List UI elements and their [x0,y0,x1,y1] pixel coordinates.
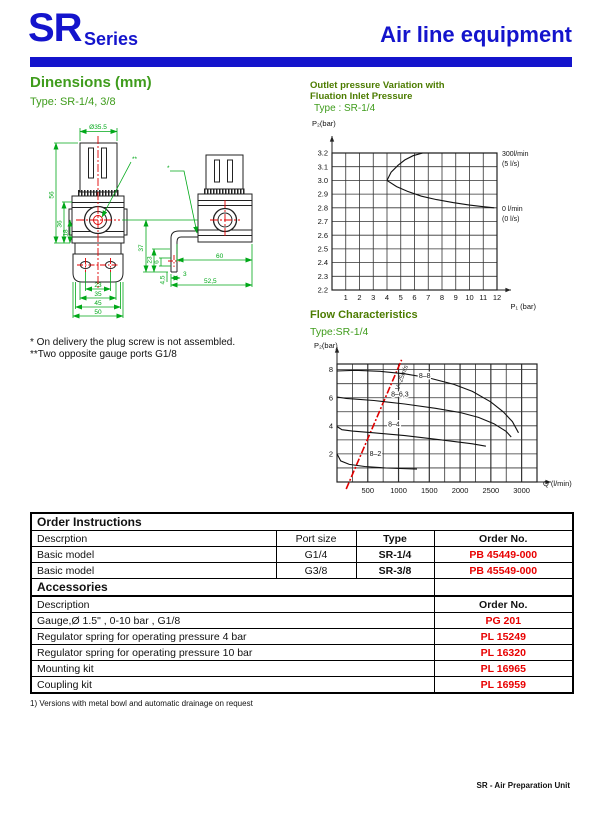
x-axis-label: Q (l/min) [543,479,572,488]
table-row [31,579,573,597]
brand-series-label: Series [84,29,139,49]
side-knob [206,155,243,189]
x-tick-label: 10 [465,293,474,302]
plot-border [337,364,537,482]
x-tick-label: 1500 [420,486,438,495]
header-rule [30,57,572,67]
x-tick-label: 1000 [390,486,407,495]
chart1-title-line2: Fluation Inlet Pressure [310,91,413,102]
chart2-title: Flow Characteristics [310,309,418,321]
x-tick-label: 9 [453,293,458,302]
x-tick-label: 3000 [513,486,530,495]
brand-logo: SR [28,6,82,50]
y-tick-label: 2.2 [317,285,328,295]
order-table-title: Order Instructions [31,513,573,531]
technical-drawing [22,112,302,340]
y-tick-label: 2.6 [317,230,328,240]
cell-order-no: PL 16320 [434,645,573,661]
front-knob [80,143,117,192]
cell-description: Gauge,Ø 1.5" , 0-10 bar , G1/8 [31,613,434,629]
x-tick-label: 12 [492,293,502,302]
cell-order-no: PB 45449-000 [434,547,573,563]
x-tick-label: 1 [343,293,348,302]
y-tick-label: 4 [328,421,333,431]
cell-description: Basic model [31,563,276,579]
series-curve [337,427,486,447]
dim-35: 35 [94,291,102,298]
cell-type: SR-1/4 [356,547,434,563]
series-label: 8–2 [369,451,382,459]
dim-45: 45 [94,300,102,307]
dim-23: 23 [94,282,102,289]
drawing-note-2: **Two opposite gauge ports G1/8 [30,349,177,360]
y-tick-label: 6 [328,393,333,403]
y-tick-label: 2.5 [317,244,328,254]
curve-annotation: 300l/min [502,151,529,158]
chart1-type-label: Type : SR-1/4 [314,103,376,114]
cell-description: Regulator spring for operating pressure 10 bar [31,645,434,661]
cell-port-size: G3/8 [276,563,356,579]
cell-order-no: PL 15249 [434,629,573,645]
chart2-type-label: Type:SR-1/4 [310,326,369,338]
page-title: Air line equipment [380,22,572,47]
dim-6: 6 [153,260,161,264]
table-row [31,677,573,694]
flow-characteristics-chart [300,336,598,506]
x-tick-label: 2 [357,293,362,302]
series-label: 8–6,3 [391,391,409,399]
cell-type: SR-3/8 [356,563,434,579]
y-tick-label: 2.9 [317,189,328,199]
x-tick-label: 8 [439,293,445,302]
col-header-port-size: Port size [276,531,356,547]
cell-order-no: PB 45549-000 [434,563,573,579]
velocity-ref-label: V=25m/s [394,364,410,391]
dimensions-type-label: Type: SR-1/4, 3/8 [30,96,116,108]
cell-order-no: PL 16959 [434,677,573,694]
cell-description: Basic model [31,547,276,563]
col-header-description: Descrption [31,531,276,547]
dim-diameter: Ø35.5 [89,124,107,131]
x-tick-label: 2500 [482,486,500,495]
cell-port-size: G1/4 [276,547,356,563]
table-row [31,645,573,661]
dim-60: 60 [216,253,224,260]
dim-side-23: 23 [146,256,154,264]
y-tick-label: 2.3 [317,271,328,281]
x-tick-label: 11 [479,293,488,302]
cell-order-no: PL 16965 [434,661,573,677]
series-curve [337,397,511,437]
table-footnote: 1) Versions with metal bowl and automatic drainage on request [30,699,253,708]
y-tick-label: 2.7 [317,217,328,227]
series-label: 8–8 [418,373,431,381]
table-row [31,513,573,531]
table-row [31,547,573,563]
table-row [31,661,573,677]
page-footer: SR - Air Preparation Unit [476,781,570,790]
marker-double-asterisk: ** [132,156,138,163]
series-label: 8–4 [388,421,400,429]
y-tick-label: 3.2 [317,148,328,158]
x-axis-label: P₁ (bar) [510,302,536,311]
table-row [31,563,573,579]
y-tick-label: 3.0 [317,176,328,185]
table-row [31,596,573,613]
y-tick-label: 2 [328,449,333,459]
y-tick-label: 2.4 [317,258,328,268]
curve-annotation: (0 l/s) [502,215,520,223]
x-tick-label: 3 [371,293,376,302]
y-tick-label: 2.8 [317,203,328,213]
x-tick-label: 2000 [451,486,469,495]
dim-37: 37 [138,244,145,252]
cell-description: Regulator spring for operating pressure 4 bar [31,629,434,645]
order-table [30,512,574,694]
table-row [31,613,573,629]
x-tick-label: 4 [384,293,390,302]
table-row [31,629,573,645]
dim-52-5: 52,5 [204,278,217,285]
dim-56: 56 [48,191,56,199]
cell-order-no: PG 201 [434,613,573,629]
drawing-note-1: * On delivery the plug screw is not assembled. [30,337,236,348]
curve-annotation: (5 l/s) [502,161,520,168]
y-axis-label: P₂(bar) [312,119,336,128]
cell-description: Mounting kit [31,661,434,677]
col-header-order-no: Order No. [434,596,573,613]
y-axis-label: P₂(bar) [314,341,338,350]
col-header-type: Type [356,531,434,547]
side-view [171,155,252,272]
table-row [31,531,573,547]
dim-50: 50 [94,309,102,316]
dim-3: 3 [183,271,187,278]
outlet-pressure-chart [300,112,598,312]
accessories-title: Accessories [31,579,434,597]
x-tick-label: 5 [398,293,403,302]
dim-4-5: 4,5 [159,275,167,285]
dim-36: 36 [56,220,64,228]
col-header-description: Description [31,596,434,613]
x-tick-label: 500 [361,486,375,495]
dim-18: 18 [62,229,70,237]
col-header-order-no: Order No. [434,531,573,547]
empty-cell [434,579,573,597]
marker-asterisk: * [167,165,170,172]
x-tick-label: 7 [426,293,431,302]
dimensions-title: Dinensions (mm) [30,74,152,91]
cell-description: Coupling kit [31,677,434,694]
chart1-title-line1: Outlet pressure Variation with [310,80,445,91]
y-tick-label: 3.1 [317,162,328,172]
x-tick-label: 6 [412,293,417,302]
curve-annotation: 0 l/min [502,205,523,213]
y-tick-label: 8 [328,365,333,375]
